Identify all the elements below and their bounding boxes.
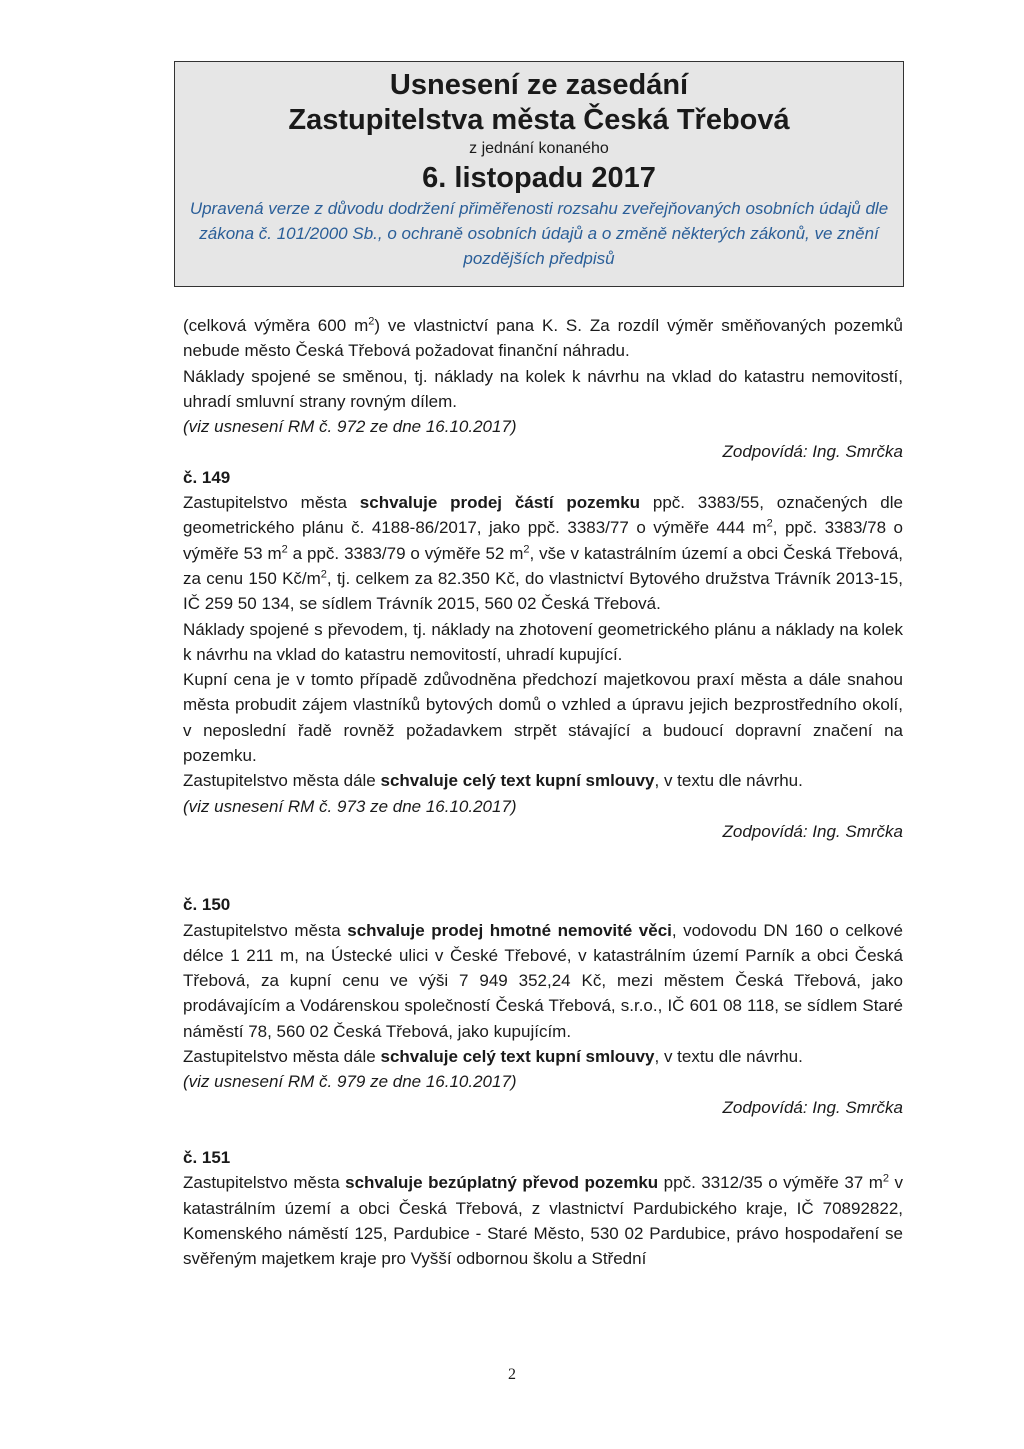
resolution-150-contract: Zastupitelstvo města dále schvaluje celý text kupní smlouvy, v textu dle návrhu. bbox=[183, 1047, 803, 1067]
resolution-150-number: č. 150 bbox=[183, 895, 231, 915]
resolution-151-number: č. 151 bbox=[183, 1147, 231, 1167]
header-note: Upravená verze z důvodu dodržení přiměřenosti rozsahu zveřejňovaných osobních údajů dle zákona č. 101/2000 Sb., o ochraně osobních údajů a o změně některých zákonů, ve znění pozdějších předpisů bbox=[189, 199, 889, 268]
resolution-149-number: č. 149 bbox=[183, 467, 231, 487]
resolution-149-costs: Náklady spojené s převodem, tj. náklady na zhotovení geometrického plánu a náklady na kolek k návrhu na vklad do katastru nemovitostí, uhradí kupující. bbox=[183, 619, 903, 664]
header-date: 6. listopadu 2017 bbox=[422, 162, 656, 194]
resolution-150-text: Zastupitelstvo města schvaluje prodej hmotné nemovité věci, vodovodu DN 160 o celkové délce 1 211 m, na Ústecké ulici v České Třebové, v katastrálním území Parník a obci Česká Třebová, za kupní cenu ve výši 7 949 352,24 Kč, mezi městem Česká Třebová, jako prodávajícím a Vodárenskou společností Česká Třebová, s.r.o., IČ 601 08 118, se sídlem Staré náměstí 78, 560 02 Česká Třebová, jako kupujícím. bbox=[183, 920, 903, 1041]
intro-paragraph: (celková výměra 600 $m^2$) ve vlastnictví pana K. S. Za rozdíl výměr směňovaných pozemků nebude město Česká Třebová požadovat finanční náhradu. bbox=[183, 315, 903, 361]
resolution-149-text: Zastupitelstvo města schvaluje prodej částí pozemku ppč. 3383/55, označených dle geometrického plánu č. 4188-86/2017, jako ppč. 3383/77 o výměře 444 $m^2$, ppč. 3383/78 o výměře 53 $m^2$ a ppč. 3383/79 o výměře 52 $m^2$, vše v katastrálním území a obci Česká Třebová, za cenu 150 $Kč/m^2$, tj. celkem za 82.350 Kč, do vlastnictví Bytového družstva Trávník 2013-15, IČ 259 50 134, se sídlem Trávník 2015, 560 02 Česká Třebová. bbox=[183, 493, 903, 614]
document-body bbox=[183, 313, 903, 1271]
resolution-151-text: Zastupitelstvo města schvaluje bezúplatný převod pozemku ppč. 3312/35 o výměře 37 $m^2$ v katastrálním území a obci Česká Třebová, z vlastnictví Pardubického kraje, IČ 70892822, Komenského náměstí 125, Pardubice - Staré Město, 530 02 Pardubice, právo hospodaření se svěřeným majetkem kraje pro Vyšší odbornou školu a Střední bbox=[183, 1172, 903, 1269]
header-subtitle: z jednání konaného bbox=[469, 140, 609, 157]
resolution-150-responsible: Zodpovídá: Ing. Smrčka bbox=[722, 1097, 903, 1117]
resolution-150-reference: (viz usnesení RM č. 979 ze dne 16.10.2017) bbox=[183, 1072, 517, 1092]
page-number: 2 bbox=[508, 1366, 516, 1383]
resolution-149-justification: Kupní cena je v tomto případě zdůvodněna předchozí majetkovou praxí města a dále snahou města probudit zájem vlastníků bytových domů o vzhled a úpravu jejich bezprostředního okolí, v neposlední řadě rovněž požadavkem strpět stávající a budoucí dopravní značení na pozemku. bbox=[183, 670, 903, 766]
intro-reference: (viz usnesení RM č. 972 ze dne 16.10.2017) bbox=[183, 417, 517, 437]
resolution-149-reference: (viz usnesení RM č. 973 ze dne 16.10.2017) bbox=[183, 796, 517, 816]
intro-costs-paragraph: Náklady spojené se směnou, tj. náklady na kolek k návrhu na vklad do katastru nemovitostí, uhradí smluvní strany rovným dílem. bbox=[183, 366, 903, 411]
resolution-149-contract: Zastupitelstvo města dále schvaluje celý text kupní smlouvy, v textu dle návrhu. bbox=[183, 771, 803, 791]
resolution-149-responsible: Zodpovídá: Ing. Smrčka bbox=[722, 821, 903, 841]
header-title-line1: Usnesení ze zasedání bbox=[389, 69, 689, 101]
header-title-line2: Zastupitelstva města Česká Třebová bbox=[288, 104, 790, 136]
document-header bbox=[174, 61, 904, 287]
intro-responsible: Zodpovídá: Ing. Smrčka bbox=[722, 442, 903, 462]
